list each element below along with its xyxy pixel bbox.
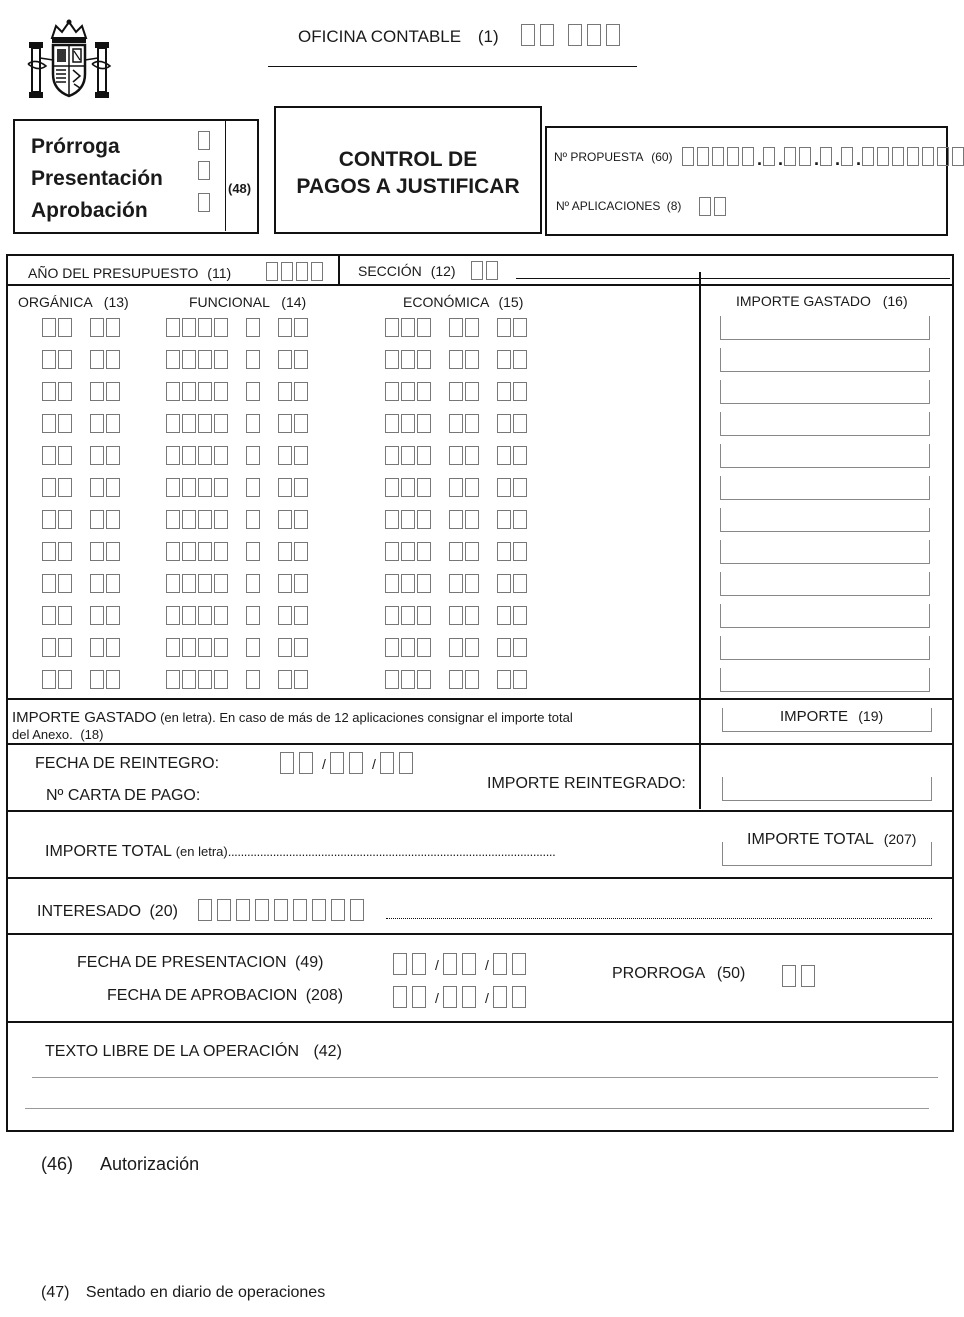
tramite-code: (48) xyxy=(228,181,252,196)
organica-boxes[interactable] xyxy=(42,670,122,689)
importe-letra-label: IMPORTE GASTADO xyxy=(12,709,157,726)
funcional-num: (14) xyxy=(281,294,307,310)
importe-gastado-num: (16) xyxy=(882,293,908,309)
sentado-label: Sentado en diario de operaciones xyxy=(85,1284,326,1301)
economica-boxes[interactable] xyxy=(385,478,529,497)
tramite-aprobacion: Aprobación xyxy=(31,199,148,222)
anio-presupuesto-num: (11) xyxy=(207,265,232,281)
economica-header: ECONÓMICA xyxy=(403,294,489,310)
aplicaciones-boxes[interactable] xyxy=(699,197,729,216)
organica-boxes[interactable] xyxy=(42,382,122,401)
organica-boxes[interactable] xyxy=(42,542,122,561)
importe-gastado-field[interactable] xyxy=(720,540,930,564)
propuesta-boxes[interactable]: . . . . . xyxy=(682,147,964,171)
prorroga-num: (50) xyxy=(716,965,746,982)
importe-total-letra-label: IMPORTE TOTAL xyxy=(45,843,172,860)
autorizacion-num: (46) xyxy=(41,1154,74,1174)
funcional-boxes[interactable] xyxy=(166,606,310,625)
economica-num: (15) xyxy=(498,294,524,310)
interesado-label: INTERESADO xyxy=(37,903,142,920)
organica-boxes[interactable] xyxy=(42,606,122,625)
importe-total-letra-field[interactable]: ...................................................................................................... xyxy=(227,844,556,859)
prorroga-label: PRORROGA xyxy=(612,965,705,982)
oficina-contable-label: OFICINA CONTABLE xyxy=(298,27,462,46)
funcional-boxes[interactable] xyxy=(166,446,310,465)
carta-pago-label: Nº CARTA DE PAGO: xyxy=(46,787,201,804)
importe-reintegrado-field[interactable] xyxy=(722,777,932,801)
aplicaciones-label: Nº APLICACIONES xyxy=(556,199,661,213)
fecha-presentacion-boxes[interactable]: / / xyxy=(393,953,531,977)
economica-boxes[interactable] xyxy=(385,382,529,401)
importe-gastado-field[interactable] xyxy=(720,444,930,468)
propuesta-box xyxy=(545,126,948,236)
importe-letra-note-2: del Anexo. xyxy=(12,727,73,742)
propuesta-num: (60) xyxy=(651,150,673,164)
seccion-boxes[interactable] xyxy=(471,261,501,280)
interesado-boxes[interactable] xyxy=(198,899,369,921)
economica-boxes[interactable] xyxy=(385,350,529,369)
funcional-boxes[interactable] xyxy=(166,542,310,561)
checkbox-presentacion[interactable] xyxy=(198,161,210,180)
tramite-prorroga: Prórroga xyxy=(31,135,120,158)
importe-gastado-field[interactable] xyxy=(720,316,930,340)
economica-boxes[interactable] xyxy=(385,414,529,433)
organica-boxes[interactable] xyxy=(42,350,122,369)
organica-boxes[interactable] xyxy=(42,318,122,337)
importe-total-box-num: (207) xyxy=(883,831,917,847)
funcional-boxes[interactable] xyxy=(166,510,310,529)
fecha-aprobacion-num: (208) xyxy=(305,987,344,1004)
importe-gastado-field[interactable] xyxy=(720,636,930,660)
importe-gastado-field[interactable] xyxy=(720,572,930,596)
oficina-contable-num: (1) xyxy=(477,27,499,46)
economica-boxes[interactable] xyxy=(385,446,529,465)
economica-boxes[interactable] xyxy=(385,542,529,561)
seccion-label: SECCIÓN xyxy=(358,263,422,279)
texto-libre-label: TEXTO LIBRE DE LA OPERACIÓN xyxy=(45,1043,299,1060)
organica-boxes[interactable] xyxy=(42,414,122,433)
importe-gastado-field[interactable] xyxy=(720,668,930,692)
checkbox-aprobacion[interactable] xyxy=(198,193,210,212)
funcional-boxes[interactable] xyxy=(166,638,310,657)
tramite-presentacion: Presentación xyxy=(31,167,163,190)
economica-boxes[interactable] xyxy=(385,510,529,529)
importe-gastado-field[interactable] xyxy=(720,476,930,500)
funcional-boxes[interactable] xyxy=(166,574,310,593)
fecha-reintegro-boxes[interactable]: / / xyxy=(280,752,418,776)
importe-gastado-field[interactable] xyxy=(720,348,930,372)
importe-field[interactable] xyxy=(722,708,932,732)
organica-num: (13) xyxy=(103,294,129,310)
organica-boxes[interactable] xyxy=(42,446,122,465)
funcional-boxes[interactable] xyxy=(166,414,310,433)
funcional-header: FUNCIONAL xyxy=(189,294,270,310)
fecha-reintegro-label: FECHA DE REINTEGRO: xyxy=(35,755,220,772)
economica-boxes[interactable] xyxy=(385,670,529,689)
economica-boxes[interactable] xyxy=(385,318,529,337)
economica-boxes[interactable] xyxy=(385,606,529,625)
interesado-num: (20) xyxy=(149,903,178,920)
funcional-boxes[interactable] xyxy=(166,350,310,369)
funcional-boxes[interactable] xyxy=(166,318,310,337)
checkbox-prorroga[interactable] xyxy=(198,131,210,150)
importe-total-box-label: IMPORTE TOTAL xyxy=(747,831,874,848)
importe-gastado-header: IMPORTE GASTADO xyxy=(736,293,871,309)
sentado-num: (47) xyxy=(41,1284,70,1301)
importe-total-field[interactable] xyxy=(722,842,932,866)
title-line-2: PAGOS A JUSTIFICAR xyxy=(296,175,520,198)
importe-letra-note: (en letra). En caso de más de 12 aplicaciones consignar el importe total xyxy=(160,710,573,725)
importe-total-en-letra: (en letra) xyxy=(175,844,228,859)
prorroga-boxes[interactable] xyxy=(782,965,820,987)
autorizacion-label: Autorización xyxy=(100,1154,200,1174)
importe-gastado-field[interactable] xyxy=(720,508,930,532)
texto-libre-line-1[interactable] xyxy=(32,1077,938,1078)
organica-boxes[interactable] xyxy=(42,638,122,657)
funcional-boxes[interactable] xyxy=(166,670,310,689)
propuesta-label: Nº PROPUESTA xyxy=(554,150,643,164)
organica-boxes[interactable] xyxy=(42,510,122,529)
coat-of-arms-logo xyxy=(26,18,112,104)
importe-gastado-field[interactable] xyxy=(720,604,930,628)
fecha-presentacion-label: FECHA DE PRESENTACION xyxy=(77,954,287,971)
title-line-1: CONTROL DE xyxy=(338,148,478,171)
organica-header: ORGÁNICA xyxy=(18,294,92,310)
fecha-presentacion-num: (49) xyxy=(294,954,324,971)
texto-libre-line-2[interactable] xyxy=(25,1108,929,1109)
importe-gastado-field[interactable] xyxy=(720,412,930,436)
economica-boxes[interactable] xyxy=(385,638,529,657)
seccion-num: (12) xyxy=(430,263,456,279)
title-box xyxy=(274,106,542,234)
importe-letra-num: (18) xyxy=(80,727,104,742)
organica-boxes[interactable] xyxy=(42,574,122,593)
aplicaciones-num: (8) xyxy=(666,199,682,213)
importe-gastado-field[interactable] xyxy=(720,380,930,404)
texto-libre-num: (42) xyxy=(313,1043,342,1060)
interesado-name-field[interactable] xyxy=(386,918,932,919)
importe-label: IMPORTE xyxy=(780,708,849,725)
fecha-aprobacion-label: FECHA DE APROBACION xyxy=(107,987,298,1004)
funcional-boxes[interactable] xyxy=(166,478,310,497)
anio-presupuesto-label: AÑO DEL PRESUPUESTO xyxy=(28,265,199,281)
organica-boxes[interactable] xyxy=(42,478,122,497)
anio-presupuesto-boxes[interactable] xyxy=(266,262,326,281)
fecha-aprobacion-boxes[interactable]: / / xyxy=(393,986,531,1010)
importe-num: (19) xyxy=(858,708,884,724)
oficina-contable-boxes[interactable] xyxy=(521,24,625,46)
importe-reintegrado-label: IMPORTE REINTEGRADO: xyxy=(487,775,686,792)
economica-boxes[interactable] xyxy=(385,574,529,593)
funcional-boxes[interactable] xyxy=(166,382,310,401)
